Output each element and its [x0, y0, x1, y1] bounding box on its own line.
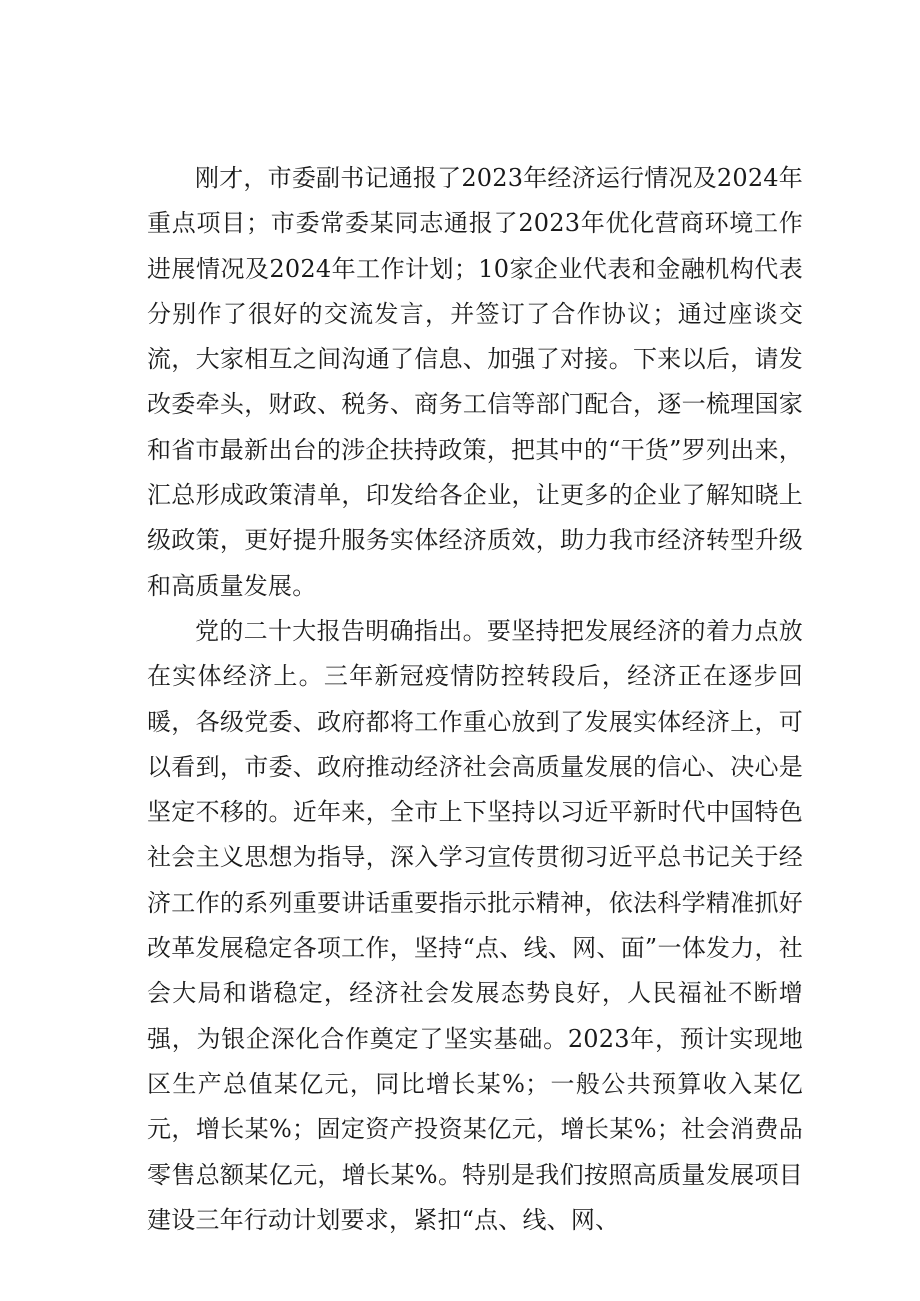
body-text [147, 156, 803, 1243]
paragraph-1: 刚才，市委副书记通报了2023年经济运行情况及2024年重点项目；市委常委某同志通报了2023年优化营商环境工作进展情况及2024年工作计划；10家企业代表和金融机构代表分别作了很好的交流发言，并签订了合作协议；通过座谈交流，大家相互之间沟通了信息、加强了对接。下来以后，请发改委牵头，财政、税务、商务工信等部门配合，逐一梳理国家和省市最新出台的涉企扶持政策，把其中的“干货”罗列出来，汇总形成政策清单，印发给各企业，让更多的企业了解知晓上级政策，更好提升服务实体经济质效，助力我市经济转型升级和高质量发展。 [147, 164, 803, 600]
paragraph-2: 党的二十大报告明确指出。要坚持把发展经济的着力点放在实体经济上。三年新冠疫情防控转段后，经济正在逐步回暖，各级党委、政府都将工作重心放到了发展实体经济上，可以看到，市委、政府推动经济社会高质量发展的信心、决心是坚定不移的。近年来，全市上下坚持以习近平新时代中国特色社会主义思想为指导，深入学习宣传贯彻习近平总书记关于经济工作的系列重要讲话重要指示批示精神，依法科学精准抓好改革发展稳定各项工作，坚持“点、线、网、面”一体发力，社会大局和谐稳定，经济社会发展态势良好，人民福祉不断增强，为银企深化合作奠定了坚实基础。2023年，预计实现地区生产总值某亿元，同比增长某%；一般公共预算收入某亿元，增长某%；固定资产投资某亿元，增长某%；社会消费品零售总额某亿元，增长某%。特别是我们按照高质量发展项目建设三年行动计划要求，紧扣“点、线、网、 [147, 616, 803, 1234]
